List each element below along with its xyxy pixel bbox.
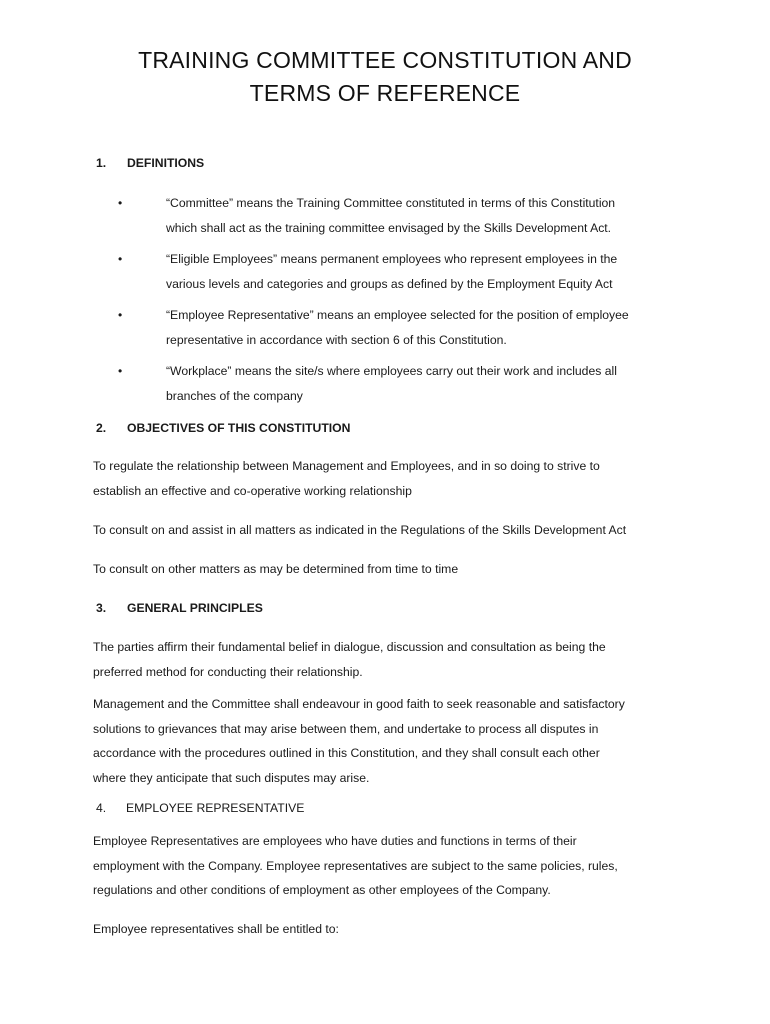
- paragraph-line: establish an effective and co-operative working relationship: [93, 483, 412, 498]
- principles-paragraph-1: [93, 635, 693, 684]
- representative-paragraph-2: [93, 917, 693, 942]
- definition-line: “Committee” means the Training Committee constituted in terms of this Constitution: [166, 196, 616, 210]
- representative-paragraph-1: [93, 829, 693, 903]
- bullet-icon: •: [118, 308, 123, 322]
- paragraph-line: employment with the Company. Employee representatives are subject to the same policies, rules,: [93, 858, 618, 873]
- objectives-paragraph-2: [93, 518, 693, 543]
- definition-line: branches of the company: [166, 388, 303, 403]
- paragraph-line: To regulate the relationship between Management and Employees, and in so doing to strive to: [93, 459, 600, 473]
- paragraph-line: regulations and other conditions of employment as other employees of the Company.: [93, 883, 551, 898]
- bullet-icon: •: [118, 196, 123, 210]
- definition-line: various levels and categories and groups as defined by the Employment Equity Act: [166, 276, 613, 291]
- bullet-icon: •: [118, 252, 123, 266]
- paragraph-line: Employee Representatives are employees who have duties and functions in terms of their: [93, 834, 577, 848]
- paragraph-line: Employee representatives shall be entitled to:: [93, 922, 339, 936]
- section-number: 4.: [96, 801, 107, 815]
- paragraph-line: accordance with the procedures outlined in this Constitution, and they shall consult each other: [93, 746, 600, 761]
- paragraph-line: To consult on other matters as may be determined from time to time: [93, 562, 459, 576]
- paragraph-line: solutions to grievances that may arise between them, and undertake to process all disputes in: [93, 721, 599, 736]
- paragraph-line: Management and the Committee shall endeavour in good faith to seek reasonable and satisfactory: [93, 697, 625, 711]
- paragraph-line: where they anticipate that such disputes may arise.: [93, 770, 370, 785]
- bullet-icon: •: [118, 364, 123, 378]
- title-line-2: TERMS OF REFERENCE: [249, 80, 521, 106]
- section-number: 1.: [96, 156, 107, 170]
- definition-line: which shall act as the training committee envisaged by the Skills Development Act.: [166, 220, 612, 235]
- section-number: 2.: [96, 421, 107, 435]
- objectives-paragraph-3: [93, 557, 693, 582]
- section-number: 3.: [96, 601, 107, 615]
- definition-line: representative in accordance with section 6 of this Constitution.: [166, 332, 507, 347]
- section-title: DEFINITIONS: [127, 156, 205, 170]
- section-heading-definitions: [96, 156, 204, 170]
- paragraph-line: To consult on and assist in all matters as indicated in the Regulations of the Skills Development Act: [93, 523, 627, 537]
- title-line-1: TRAINING COMMITTEE CONSTITUTION AND: [138, 47, 632, 73]
- principles-paragraph-2: [93, 692, 693, 790]
- section-heading-general-principles: [96, 601, 263, 615]
- document-title: [0, 44, 770, 110]
- section-title: GENERAL PRINCIPLES: [127, 601, 263, 615]
- paragraph-line: The parties affirm their fundamental belief in dialogue, discussion and consultation as being the: [93, 640, 606, 654]
- section-title: OBJECTIVES OF THIS CONSTITUTION: [127, 421, 351, 435]
- paragraph-line: preferred method for conducting their relationship.: [93, 664, 363, 679]
- section-heading-objectives: [96, 421, 350, 435]
- section-title: EMPLOYEE REPRESENTATIVE: [126, 801, 305, 815]
- definition-line: “Employee Representative” means an employee selected for the position of employee: [166, 308, 629, 322]
- definition-line: “Workplace” means the site/s where employees carry out their work and includes all: [166, 364, 617, 378]
- definition-line: “Eligible Employees” means permanent employees who represent employees in the: [166, 252, 618, 266]
- section-heading-employee-representative: [96, 801, 304, 815]
- objectives-paragraph-1: [93, 454, 693, 503]
